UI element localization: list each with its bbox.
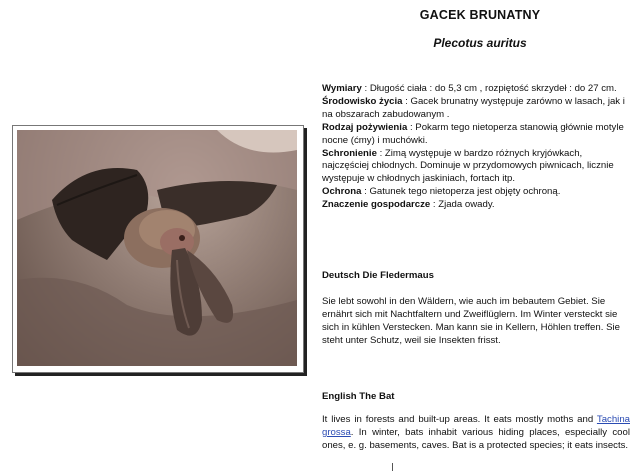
tachina-grossa-link[interactable]: Tachina grossa (322, 414, 630, 438)
info-protection (322, 186, 630, 199)
info-label: Środowisko życia (322, 95, 403, 107)
info-shelter (322, 148, 630, 187)
info-habitat (322, 96, 630, 122)
bat-illustration (17, 130, 297, 366)
info-text: : Zimą występuje w bardzo różnych kryjówkach, najczęściej chłodnych. Dominuje w przydomowych piwnicach, licznie występuje w chłodnych jaskiniach, fortach itp. (322, 147, 614, 185)
info-dimensions (322, 83, 630, 96)
english-text-after: . In winter, bats inhabit various hiding places, especially cool ones, e. g. basements, caves. Bat is a protected species; it eats insects. (322, 427, 630, 451)
info-label: Ochrona (322, 186, 362, 198)
info-economic (322, 199, 630, 212)
page-title: GACEK BRUNATNY (419, 8, 541, 22)
latin-name: Plecotus auritus (433, 36, 527, 50)
english-text-before: It lives in forests and built-up areas. It eats mostly moths and (322, 414, 597, 425)
info-label: Schronienie (322, 147, 377, 159)
english-text (322, 413, 630, 452)
german-text: Sie lebt sowohl in den Wäldern, wie auch im bebautem Gebiet. Sie ernährt sich mit Nachtfaltern und Zweiflüglern. Im Winter versteckt sie sich in kühlen Verstecken. Man kann sie in Kellern, Höhlen treffen. Sie steht unter Schutz, weil sie Insekten frisst. (322, 296, 620, 346)
english-heading: English The Bat (322, 391, 395, 402)
info-text: : Długość ciała : do 5,3 cm , rozpiętość skrzydeł : do 27 cm. (361, 83, 617, 94)
info-label: Rodzaj pożywienia (322, 121, 408, 133)
info-text: : Pokarm tego nietoperza stanowią głównie motyle nocne (ćmy) i muchówki. (322, 121, 624, 146)
divider-mark (392, 463, 393, 471)
polish-info (322, 83, 630, 212)
bat-photo-frame (12, 125, 304, 373)
info-text: : Zjada owady. (430, 199, 495, 211)
info-label: Znaczenie gospodarcze (322, 199, 431, 211)
info-label: Wymiary (322, 83, 362, 94)
info-food (322, 122, 630, 148)
info-text: : Gatunek tego nietoperza jest objęty ochroną. (361, 186, 561, 198)
german-heading: Deutsch Die Fledermaus (322, 270, 434, 281)
info-text: : Gacek brunatny występuje zarówno w lasach, jak i na obszarach zabudowanym . (322, 95, 625, 120)
bat-photo (17, 130, 297, 366)
